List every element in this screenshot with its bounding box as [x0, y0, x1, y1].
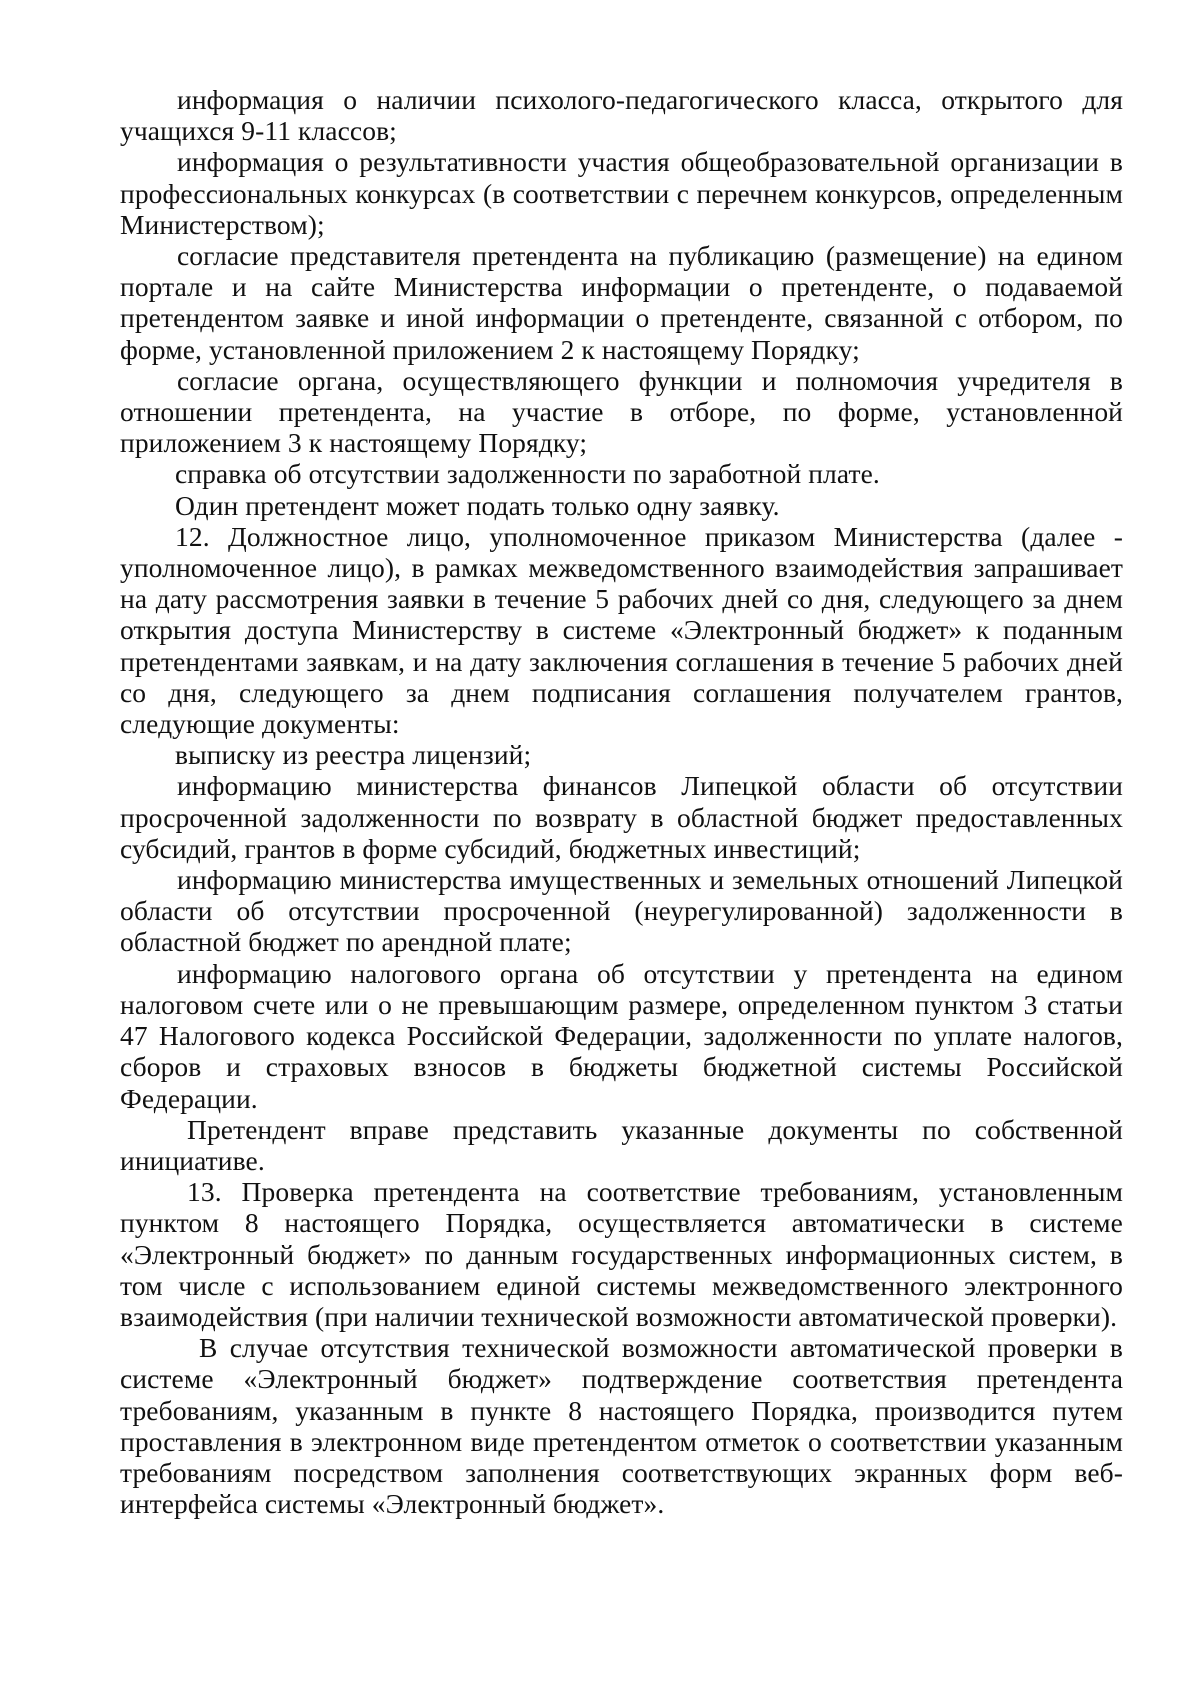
paragraph-manual-verification: В случае отсутствия технической возможности автоматической проверки в системе «Электронный бюджет» подтверждение соответствия претендента требованиям, указанным в пункте 8 настоящего Порядка, производится путем проставления в электронном виде претендентом отметок о соответствии указанным требованиям посредством заполнения соответствующих экранных форм веб-интерфейса системы «Электронный бюджет». [120, 1332, 1123, 1520]
paragraph-one-application: Один претендент может подать только одну заявку. [175, 489, 780, 521]
paragraph-section-13: 13. Проверка претендента на соответствие требованиям, установленным пунктом 8 настоящего Порядка, осуществляется автоматически в системе «Электронный бюджет» по данным государственных информационных систем, в том числе с использованием единой системы межведомственного электронного взаимодействия (при наличии технической возможности автоматической проверки). [120, 1176, 1123, 1332]
paragraph-property-ministry-info: информацию министерства имущественных и земельных отношений Липецкой области об отсутствии просроченной (неурегулированной) задолженности в областной бюджет по арендной плате; [120, 864, 1123, 958]
paragraph-finance-ministry-info: информацию министерства финансов Липецкой области об отсутствии просроченной задолженности по возврату в областной бюджет предоставленных субсидий, грантов в форме субсидий, бюджетных инвестиций; [120, 770, 1123, 864]
paragraph-salary-debt-certificate: справка об отсутствии задолженности по заработной плате. [175, 458, 880, 490]
paragraph-section-12: 12. Должностное лицо, уполномоченное приказом Министерства (далее - уполномоченное лицо), в рамках межведомственного взаимодействия запрашивает на дату рассмотрения заявки в течение 5 рабочих дней со дня, следующего за днем открытия доступа Министерству в системе «Электронный бюджет» к поданным претендентами заявкам, и на дату заключения соглашения в течение 5 рабочих дней со дня, следующего за днем подписания соглашения получателем грантов, следующие документы: [120, 520, 1123, 740]
paragraph-competition-results: информация о результативности участия общеобразовательной организации в профессиональных конкурсах (в соответствии с перечнем конкурсов, определенным Министерством); [120, 146, 1123, 240]
paragraph-psych-class: информация о наличии психолого-педагогического класса, открытого для учащихся 9-11 классов; [120, 84, 1123, 147]
paragraph-founder-consent: согласие органа, осуществляющего функции и полномочия учредителя в отношении претендента, на участие в отборе, по форме, установленной приложением 3 к настоящему Порядку; [120, 364, 1123, 459]
paragraph-representative-consent: согласие представителя претендента на публикацию (размещение) на едином портале и на сайте Министерства информации о претенденте, о подаваемой претендентом заявке и иной информации о претенденте, связанной с отбором, по форме, установленной приложением 2 к настоящему Порядку; [120, 240, 1123, 365]
paragraph-license-registry: выписку из реестра лицензий; [175, 739, 532, 771]
document-body [120, 84, 1123, 1519]
paragraph-tax-authority-info: информацию налогового органа об отсутствии у претендента на едином налоговом счете или о не превышающим размере, определенном пунктом 3 статьи 47 Налогового кодекса Российской Федерации, задолженности по уплате налогов, сборов и страховых взносов в бюджеты бюджетной системы Российской Федерации. [120, 957, 1123, 1114]
paragraph-own-initiative: Претендент вправе представить указанные документы по собственной инициативе. [120, 1113, 1123, 1176]
